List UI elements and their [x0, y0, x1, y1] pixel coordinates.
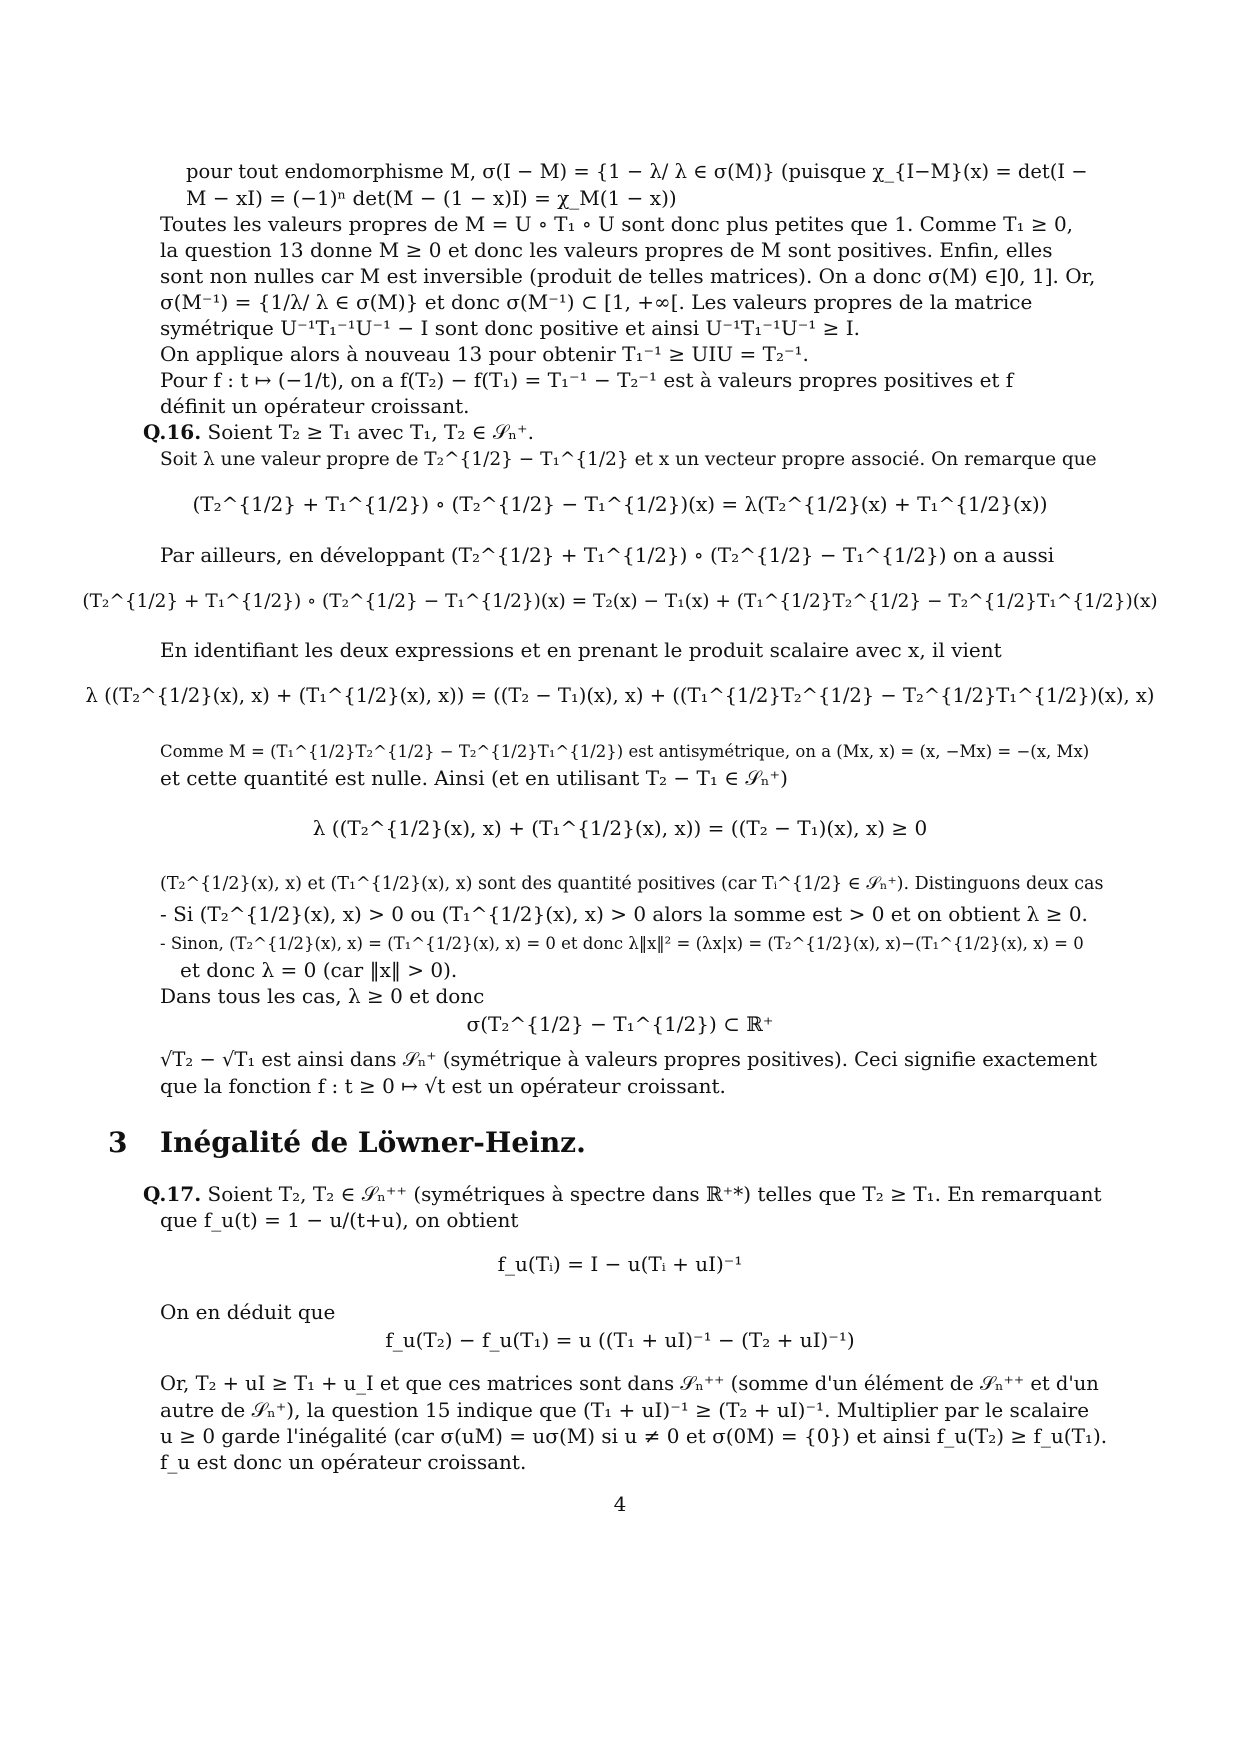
text-line: √T₂ − √T₁ est ainsi dans 𝒮ₙ⁺ (symétrique à valeurs propres positives). Ceci signifie exactement — [160, 1048, 1098, 1071]
text-line: autre de 𝒮ₙ⁺), la question 15 indique que (T₁ + uI)⁻¹ ≥ (T₂ + uI)⁻¹. Multiplier par le scalaire — [160, 1398, 1090, 1422]
equation: f_u(Tᵢ) = I − u(Tᵢ + uI)⁻¹ — [497, 1252, 743, 1276]
text-line: pour tout endomorphisme M, σ(I − M) = {1 − λ/ λ ∈ σ(M)} (puisque χ_{I−M}(x) = det(I − — [186, 160, 1088, 183]
text-line: (T₂^{1/2}(x), x) et (T₁^{1/2}(x), x) sont des quantité positives (car Tᵢ^{1/2} ∈ 𝒮ₙ⁺). Distinguons deux cas — [160, 874, 1104, 894]
equation: f_u(T₂) − f_u(T₁) = u ((T₁ + uI)⁻¹ − (T₂ + uI)⁻¹) — [385, 1328, 855, 1352]
text-line: f_u est donc un opérateur croissant. — [160, 1450, 527, 1474]
text-line: Pour f : t ↦ (−1/t), on a f(T₂) − f(T₁) = T₁⁻¹ − T₂⁻¹ est à valeurs propres positives et f — [160, 368, 1014, 392]
list-item: - Sinon, (T₂^{1/2}(x), x) = (T₁^{1/2}(x), x) = 0 et donc λ‖x‖² = (λx|x) = (T₂^{1/2}(x), x)−(T₁^{1/2}(x), x) = 0 — [160, 934, 1084, 953]
section-heading — [108, 1126, 586, 1159]
text-line: Soient T₂, T₂ ∈ 𝒮ₙ⁺⁺ (symétriques à spectre dans ℝ⁺*) telles que T₂ ≥ T₁. En remarquant — [207, 1182, 1102, 1206]
question-label: Q.17. — [143, 1182, 202, 1206]
text-line: On applique alors à nouveau 13 pour obtenir T₁⁻¹ ≥ UIU = T₂⁻¹. — [160, 342, 809, 366]
text-line: symétrique U⁻¹T₁⁻¹U⁻¹ − I sont donc positive et ainsi U⁻¹T₁⁻¹U⁻¹ ≥ I. — [160, 316, 861, 340]
text-line: et donc λ = 0 (car ‖x‖ > 0). — [180, 958, 458, 982]
section-number: 3 — [108, 1126, 128, 1159]
text-line: et cette quantité est nulle. Ainsi (et en utilisant T₂ − T₁ ∈ 𝒮ₙ⁺) — [160, 766, 788, 790]
text-line: σ(M⁻¹) = {1/λ/ λ ∈ σ(M)} et donc σ(M⁻¹) ⊂ [1, +∞[. Les valeurs propres de la matrice — [160, 290, 1033, 314]
text-line: Soit λ une valeur propre de T₂^{1/2} − T₁^{1/2} et x un vecteur propre associé. On remarque que — [160, 449, 1097, 470]
text-line: En identifiant les deux expressions et en prenant le produit scalaire avec x, il vient — [160, 638, 1002, 662]
question-17 — [143, 1180, 1102, 1208]
text-line: Toutes les valeurs propres de M = U ∘ T₁ ∘ U sont donc plus petites que 1. Comme T₁ ≥ 0, — [160, 212, 1074, 236]
question-16 — [143, 418, 534, 446]
text-line: la question 13 donne M ≥ 0 et donc les valeurs propres de M sont positives. Enfin, elles — [160, 238, 1053, 262]
text-line: On en déduit que — [160, 1300, 336, 1324]
text-line: que la fonction f : t ≥ 0 ↦ √t est un opérateur croissant. — [160, 1074, 726, 1098]
text-line: Dans tous les cas, λ ≥ 0 et donc — [160, 984, 485, 1008]
text-line: u ≥ 0 garde l'inégalité (car σ(uM) = uσ(M) si u ≠ 0 et σ(0M) = {0}) et ainsi f_u(T₂) ≥ f_u(T₁). — [160, 1424, 1108, 1448]
question-intro: Soient T₂ ≥ T₁ avec T₁, T₂ ∈ 𝒮ₙ⁺. — [207, 420, 534, 444]
text-line: Comme M = (T₁^{1/2}T₂^{1/2} − T₂^{1/2}T₁^{1/2}) est antisymétrique, on a (Mx, x) = (x, −Mx) = −(x, Mx) — [160, 742, 1090, 761]
text-line: sont non nulles car M est inversible (produit de telles matrices). On a donc σ(M) ∈]0, 1]. Or, — [160, 264, 1096, 288]
equation: σ(T₂^{1/2} − T₁^{1/2}) ⊂ ℝ⁺ — [466, 1012, 774, 1036]
list-item: - Si (T₂^{1/2}(x), x) > 0 ou (T₁^{1/2}(x), x) > 0 alors la somme est > 0 et on obtient λ ≥ 0. — [160, 902, 1088, 926]
text-line: que f_u(t) = 1 − u/(t+u), on obtient — [160, 1208, 519, 1232]
section-title: Inégalité de Löwner-Heinz. — [160, 1126, 586, 1159]
text-line: Or, T₂ + uI ≥ T₁ + u_I et que ces matrices sont dans 𝒮ₙ⁺⁺ (somme d'un élément de 𝒮ₙ⁺⁺ et d'un — [160, 1372, 1099, 1395]
equation: (T₂^{1/2} + T₁^{1/2}) ∘ (T₂^{1/2} − T₁^{1/2})(x) = T₂(x) − T₁(x) + (T₁^{1/2}T₂^{1/2} − T₂^{1/2}T₁^{1/2})(x) — [82, 591, 1158, 612]
text-line: définit un opérateur croissant. — [160, 394, 470, 418]
equation: λ ((T₂^{1/2}(x), x) + (T₁^{1/2}(x), x)) = ((T₂ − T₁)(x), x) + ((T₁^{1/2}T₂^{1/2} − T₂^{1/2}T₁^{1/2})(x), x) — [85, 684, 1155, 707]
equation: λ ((T₂^{1/2}(x), x) + (T₁^{1/2}(x), x)) = ((T₂ − T₁)(x), x) ≥ 0 — [312, 816, 928, 840]
text-line: M − xI) = (−1)ⁿ det(M − (1 − x)I) = χ_M(1 − x)) — [186, 186, 677, 210]
text-line: Par ailleurs, en développant (T₂^{1/2} + T₁^{1/2}) ∘ (T₂^{1/2} − T₁^{1/2}) on a aussi — [160, 543, 1055, 567]
page-number: 4 — [613, 1492, 627, 1516]
question-label: Q.16. — [143, 420, 202, 444]
equation: (T₂^{1/2} + T₁^{1/2}) ∘ (T₂^{1/2} − T₁^{1/2})(x) = λ(T₂^{1/2}(x) + T₁^{1/2}(x)) — [192, 492, 1048, 516]
